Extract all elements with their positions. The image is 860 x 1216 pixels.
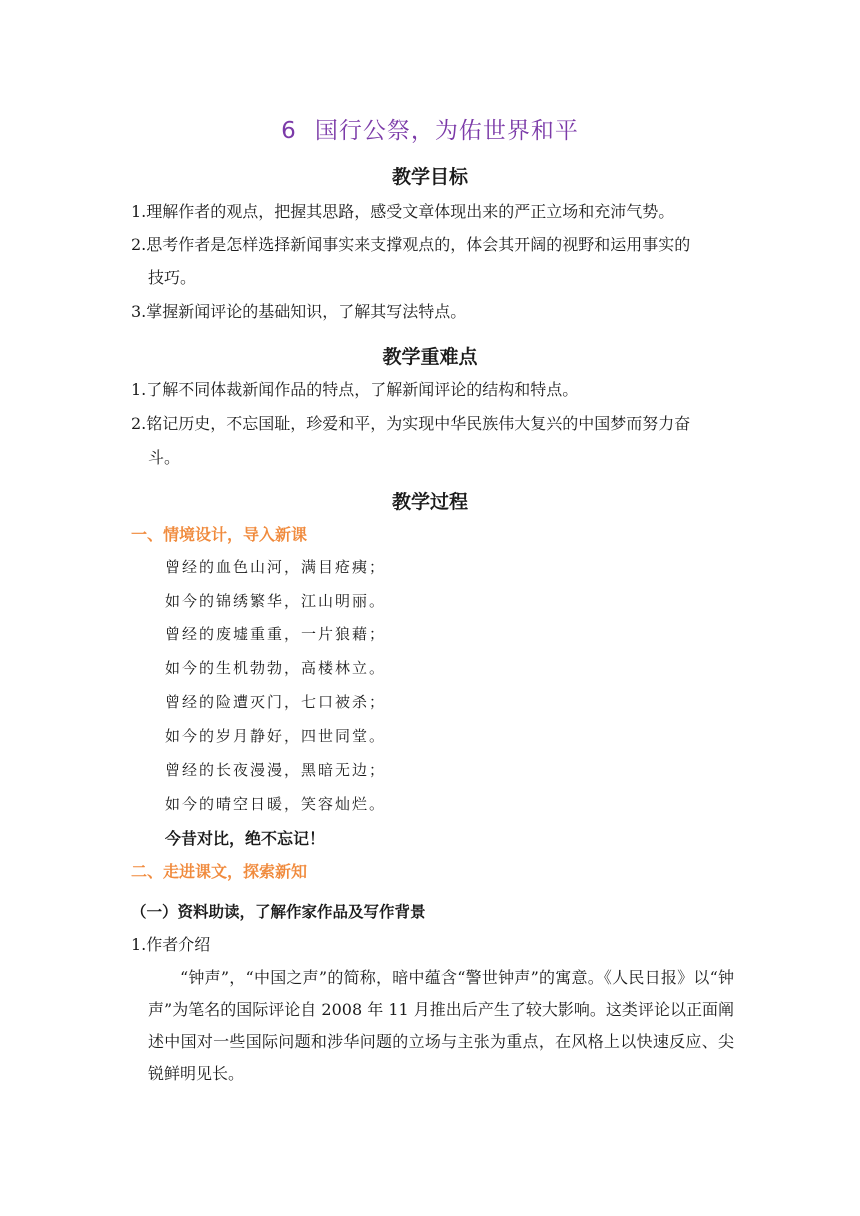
key-point-2-cont: 斗。 [148, 448, 181, 467]
subsection-heading: （一）资料助读，了解作家作品及写作背景 [131, 903, 426, 921]
emphasis-line: 今昔对比，绝不忘记！ [165, 829, 326, 848]
section-heading-2: 二、走进课文，探索新知 [131, 862, 308, 881]
heading-process: 教学过程 [391, 491, 468, 513]
goal-item-3: 3.掌握新闻评论的基础知识，了解其写法特点。 [131, 302, 467, 321]
poem-line: 曾经的废墟重重，一片狼藉； [165, 625, 387, 643]
heading-goals: 教学目标 [391, 166, 468, 188]
poem-line: 曾经的长夜漫漫，黑暗无边； [165, 761, 387, 779]
goal-item-2-cont: 技巧。 [148, 268, 197, 287]
key-point-1: 1.了解不同体裁新闻作品的特点，了解新闻评论的结构和特点。 [131, 380, 579, 399]
lesson-title: 国行公祭，为佑世界和平 [314, 118, 579, 144]
poem-line: 如今的晴空日暖，笑容灿烂。 [165, 795, 387, 813]
poem-line: 如今的生机勃勃，高楼林立。 [165, 659, 387, 677]
poem-line: 曾经的血色山河，满目疮痍； [165, 558, 387, 576]
poem-line: 如今的岁月静好，四世同堂。 [165, 727, 387, 745]
heading-key-points: 教学重难点 [382, 346, 478, 368]
section-heading-1: 一、情境设计，导入新课 [131, 525, 308, 544]
lesson-number: 6 [281, 118, 297, 144]
author-paragraph [148, 962, 734, 1090]
goal-item-2: 2.思考作者是怎样选择新闻事实来支撑观点的，体会其开阔的视野和运用事实的 [131, 235, 691, 254]
goal-item-1: 1.理解作者的观点，把握其思路，感受文章体现出来的严正立场和充沛气势。 [131, 202, 675, 221]
poem-line: 曾经的险遭灭门，七口被杀； [165, 693, 387, 711]
poem-line: 如今的锦绣繁华，江山明丽。 [165, 592, 387, 610]
author-heading: 1.作者介绍 [131, 935, 211, 954]
page-title [0, 112, 860, 145]
key-point-2: 2.铭记历史，不忘国耻，珍爱和平，为实现中华民族伟大复兴的中国梦而努力奋 [131, 414, 691, 433]
author-paragraph-text: “钟声”，“中国之声”的简称，暗中蕴含“警世钟声”的寓意。《人民日报》以“钟声”为笔名的国际评论自 2008 年 11 月推出后产生了较大影响。这类评论以正面阐述中国对一些国际问题和涉华问题的立场与主张为重点，在风格上以快速反应、尖锐鲜明见长。 [148, 968, 734, 1083]
